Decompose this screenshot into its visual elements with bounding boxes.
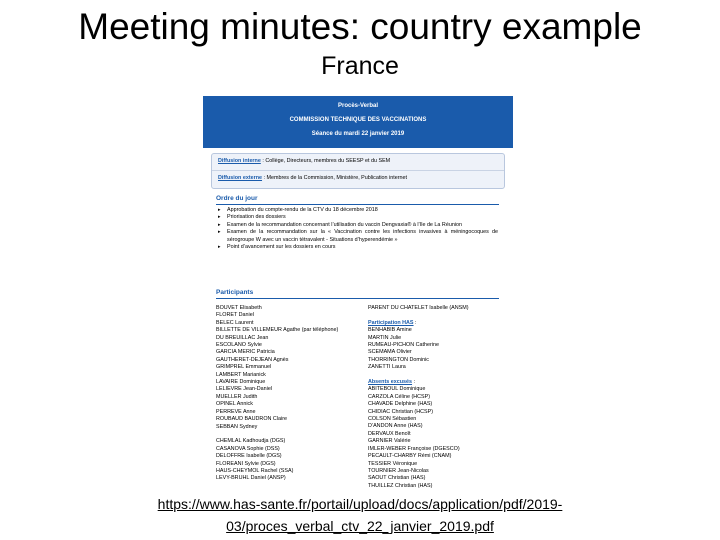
participants-left-column: [216, 305, 356, 483]
session-date: Séance du mardi 22 janvier 2019: [311, 131, 405, 137]
participant-name: THUILLEZ Christian (HAS): [368, 482, 433, 489]
participants-rule: [216, 298, 499, 299]
excused-heading: Absents excusés :: [368, 379, 416, 386]
participant-name: SAOUT Christian (HAS): [368, 475, 426, 482]
external-diffusion-label: Diffusion externe: [218, 175, 263, 181]
agenda-item: ▸ Priorisation des dossiers: [216, 214, 498, 221]
participant-name: SEBBAN Sydney: [216, 423, 258, 430]
internal-diffusion-text: : Collège, Directeurs, membres du SEESP et du SEM: [260, 158, 391, 164]
agenda-item: ▸ Approbation du compte-rendu de la CTV du 18 décembre 2018: [216, 207, 498, 214]
participant-name: RUMEAU-PICHON Catherine: [368, 342, 439, 349]
participant-name: CHAVADE Delphine (HAS): [368, 401, 433, 408]
participant-name: FLORET Daniel: [216, 312, 254, 319]
participant-name: PECAULT-CHARBY Rémi (CNAM): [368, 453, 452, 460]
participant-name: BENHABIB Amine: [368, 327, 412, 334]
participant-name: MARTIN Julie: [368, 334, 402, 341]
participant-name: ZANETTI Laura: [368, 364, 406, 371]
participant-name: GARNIER Valérie: [368, 438, 411, 445]
participant-name: LAMBERT Marianick: [216, 371, 266, 378]
participant-name: PERREVE Anne: [216, 408, 256, 415]
participant-name: THORRINGTON Dominic: [368, 356, 429, 363]
participant-name: COLSON Sébastien: [368, 416, 417, 423]
source-link-line-2[interactable]: 03/proces_verbal_ctv_22_janvier_2019.pdf: [226, 518, 494, 534]
spacer: [368, 372, 508, 379]
participant-name: LEVY-BRUHL Daniel (ANSP): [216, 475, 286, 482]
participant-name: ABITEBOUL Dominique: [368, 386, 426, 393]
participant-name: ROUBAUD BAUDRON Claire: [216, 416, 287, 423]
participant-name: GARCIA MERIC Patricia: [216, 349, 275, 356]
diffusion-box: [211, 153, 505, 189]
participant-name: TOURNIER Jean-Nicolas: [368, 467, 429, 474]
has-participation-heading: Participation HAS :: [368, 319, 417, 326]
agenda-rule: [216, 204, 499, 205]
participant-name: GAUTHERET-DEJEAN Agnès: [216, 356, 289, 363]
document-header-banner: [203, 96, 513, 148]
participant-name: IMLER-WEBER Françoise (DGESCO): [368, 445, 460, 452]
diffusion-divider: [212, 170, 504, 171]
participant-name: SCEMAMA Olivier: [368, 349, 412, 356]
participant-name: DU BREUILLAC Jean: [216, 334, 269, 341]
participant-name: ESCOLANO Sylvie: [216, 342, 262, 349]
participant-name: GRIMPREL Emmanuel: [216, 364, 272, 371]
participant-name: LELIEVRE Jean-Daniel: [216, 386, 273, 393]
agenda-item: ▸ Examen de la recommandation concernant l’utilisation du vaccin Dengvaxia® à l’Ile de La Réunion: [216, 222, 498, 229]
participants-title: Participants: [216, 289, 254, 296]
external-diffusion-text: : Membres de la Commission, Ministère, Publication internet: [262, 175, 408, 181]
participant-name: BILLETTE DE VILLEMEUR Agathe (par téléphone): [216, 327, 339, 334]
agenda-item: ▸ Point d’avancement sur les dossiers en cours: [216, 244, 498, 251]
participant-name: TESSIER Véronique: [368, 460, 418, 467]
participant-name: CHEMLAL Kadhoudja (DGS): [216, 438, 286, 445]
agenda-title: Ordre du jour: [216, 195, 258, 202]
document-image: [203, 96, 513, 498]
spacer: [216, 431, 356, 438]
internal-diffusion-label: Diffusion interne: [218, 158, 261, 164]
excused-label: Absents excusés: [368, 379, 413, 386]
participant-name: DELOFFRE Isabelle (DGS): [216, 453, 282, 460]
agenda-item: ▸ Examen de la recommandation sur la « Vaccination contre les infections invasives à méningocoques de sérogroupe W avec un vaccin tétravalent - Situations d’hyperendémie »: [216, 229, 498, 244]
participant-name: PARENT DU CHATELET Isabelle (ANSM): [368, 305, 469, 311]
participant-name: DERVAUX Benoît: [368, 430, 411, 437]
spacer: [368, 312, 508, 319]
document-type: Procès-Verbal: [337, 103, 379, 109]
source-link-line-1[interactable]: https://www.has-sante.fr/portail/upload/docs/application/pdf/2019-: [157, 496, 563, 512]
participant-name: MUELLER Judith: [216, 393, 258, 400]
participant-name: CASANOVA Sophie (DSS): [216, 445, 280, 452]
participant-name: D’ANDON Anne (HAS): [368, 423, 423, 430]
participant-name: BOUVET Elisabeth: [216, 305, 262, 311]
has-participation-label: Participation HAS: [368, 319, 414, 326]
participant-name: FLOREANI Sylvie (DGS): [216, 460, 276, 467]
slide-title: Meeting minutes: country example: [78, 6, 642, 47]
participant-name: HAUS-CHEYMOL Rachel (SSA): [216, 467, 294, 474]
participant-name: LAVAIRE Dominique: [216, 379, 266, 386]
participant-name: CHIDIAC Christian (HCSP): [368, 408, 433, 415]
participant-name: OPINEL Annick: [216, 401, 253, 408]
participants-right-column: [368, 305, 508, 490]
participant-name: CARZOLA Céline (HCSP): [368, 393, 431, 400]
agenda-list: [216, 207, 498, 251]
slide-subtitle: France: [321, 52, 399, 80]
internal-diffusion: [218, 158, 390, 165]
external-diffusion: [218, 175, 407, 182]
participant-name: BELEC Laurent: [216, 319, 254, 326]
commission-name: COMMISSION TECHNIQUE DES VACCINATIONS: [289, 117, 427, 123]
